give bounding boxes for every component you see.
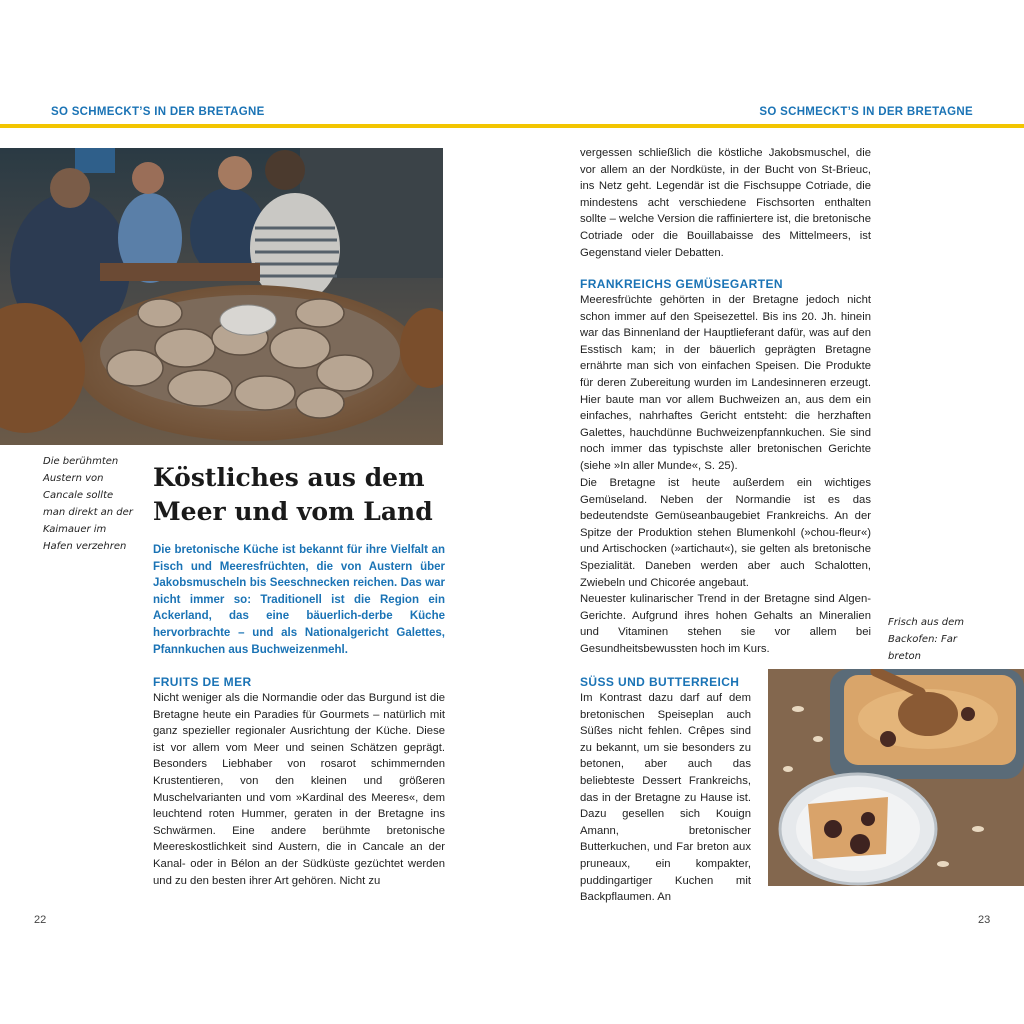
gemuesegarten-paragraph-1: Meeresfrüchte gehörten in der Bretagne jedoch nicht schon immer auf den Speisezettel. Bis ins 20. Jh. hinein war das Binnenland der Hauptlieferant dafür, was auf den Esstisch kam; in der bäuerlich geprägten Bretagne ernährte man sich von einfachen Speisen. Die Produkte für deren Zubereitung wurden im Landesinneren erzeugt. Hier baute man vor allem Buchweizen an, aus dem ein einfaches, nahrhaftes Gericht entsteht: die herzhaften Galettes, hauchdünne Buchweizenpfannkuchen. Sie sind noch immer das typischste aller bretonischen Gerichte (siehe »In aller Munde«, S. 25). <box>580 294 871 472</box>
lead-paragraph: Die bretonische Küche ist bekannt für ihre Vielfalt an Fisch und Meeresfrüchten, die von Austern über Jakobsmuscheln bis Seeschnecken reichen. Das war nicht immer so: Traditionell ist die Region ein Ackerland, das eine bäuerlich-derbe Küche hervorbrachte – und als Nationalgericht Galettes, Pfannkuchen aus Buchweizenmehl. <box>153 544 445 656</box>
page-number-left: 22 <box>34 914 47 926</box>
running-head-left: SO SCHMECKT’S IN DER BRETAGNE <box>51 106 265 118</box>
article-title: Köstliches aus dem Meer und vom Land <box>153 463 433 526</box>
oyster-photo <box>0 148 443 445</box>
header-rule <box>0 124 1024 128</box>
far-breton-photo <box>768 669 1024 886</box>
gemuesegarten-paragraph-2: Die Bretagne ist heute außerdem ein wichtiges Gemüseland. Neben der Normandie ist es das bedeutendste Gemüseanbaugebiet Frankreichs. An der Spitze der Produktion stehen Blumenkohl (»chou-fleur«) und Artischocken (»artichaut«), sie gelten als bretonische Spezialität. Daneben werden aber auch Schalotten, Zwiebeln und Chicorée angebaut. <box>580 477 871 589</box>
running-head-right: SO SCHMECKT’S IN DER BRETAGNE <box>759 106 973 118</box>
oyster-photo-caption: Die berühmten Austern von Cancale sollte man direkt an der Kaimauer im Hafen verzehren <box>43 456 133 552</box>
page-number-right: 23 <box>978 914 991 926</box>
gemuesegarten-paragraph-3: Neuester kulinarischer Trend in der Bretagne sind Algen-Gerichte. Aufgrund ihres hohen Gehalts an Mineralien und Vitaminen stehen sie vor allem bei Gesundheitsbewussten hoch im Kurs. <box>580 593 871 655</box>
heading-gemuesegarten: FRANKREICHS GEMÜSEGARTEN <box>580 277 783 291</box>
heading-suess-butterreich: SÜSS UND BUTTERREICH <box>580 675 740 689</box>
fruits-de-mer-text: Nicht weniger als die Normandie oder das Burgund ist die Bretagne heute ein Paradies für Gourmets – natürlich mit ganz spezieller regionaler Ausrichtung der Küche. Diese ist vor allem vom Meer und seinen Schätzen geprägt. Besonders Liebhaber von rosarot schimmernden Krustentieren, von den kleinen und größeren Muschelvarianten und vom »Kardinal des Meeres«, dem leuchtend roten Hummer, geraten in der Bretagne ins Schwärmen. Eine andere berühmte bretonische Meereskostlichkeit sind Austern, die in Cancale an der Kanal- oder in Bélon an der Südküste gezüchtet werden und zu den besten ihrer Art gehören. Nicht zu <box>153 692 445 887</box>
suess-butterreich-text: Im Kontrast dazu darf auf dem bretonischen Speiseplan auch Süßes nicht fehlen. Crêpes sind zu bekannt, um sie besonders zu betonen, aber auch das beliebteste Dessert Frankreichs, das in der Bretagne zu Hause ist. Dazu gesellen sich Kouign Amann, bretonischer Butterkuchen, und Far breton aux pruneaux, ein kompakter, puddingartiger Kuchen mit Backpflaumen. An <box>580 692 751 904</box>
heading-fruits-de-mer: FRUITS DE MER <box>153 675 252 689</box>
far-breton-photo-caption: Frisch aus dem Backofen: Far breton <box>888 617 964 662</box>
intro-continuation-text: vergessen schließlich die köstliche Jakobsmuschel, die vor allem an der Nordküste, in der Bucht von St-Brieuc, ins Netz geht. Legendär ist die Fischsuppe Cotriade, die mindestens acht verschiedene Fischsorten enthalten sollte – welche Version die raffiniertere ist, die bretonische Cotriade oder die Bouillabaisse des Mittelmeers, ist Gegenstand vieler Debatten. <box>580 147 871 259</box>
